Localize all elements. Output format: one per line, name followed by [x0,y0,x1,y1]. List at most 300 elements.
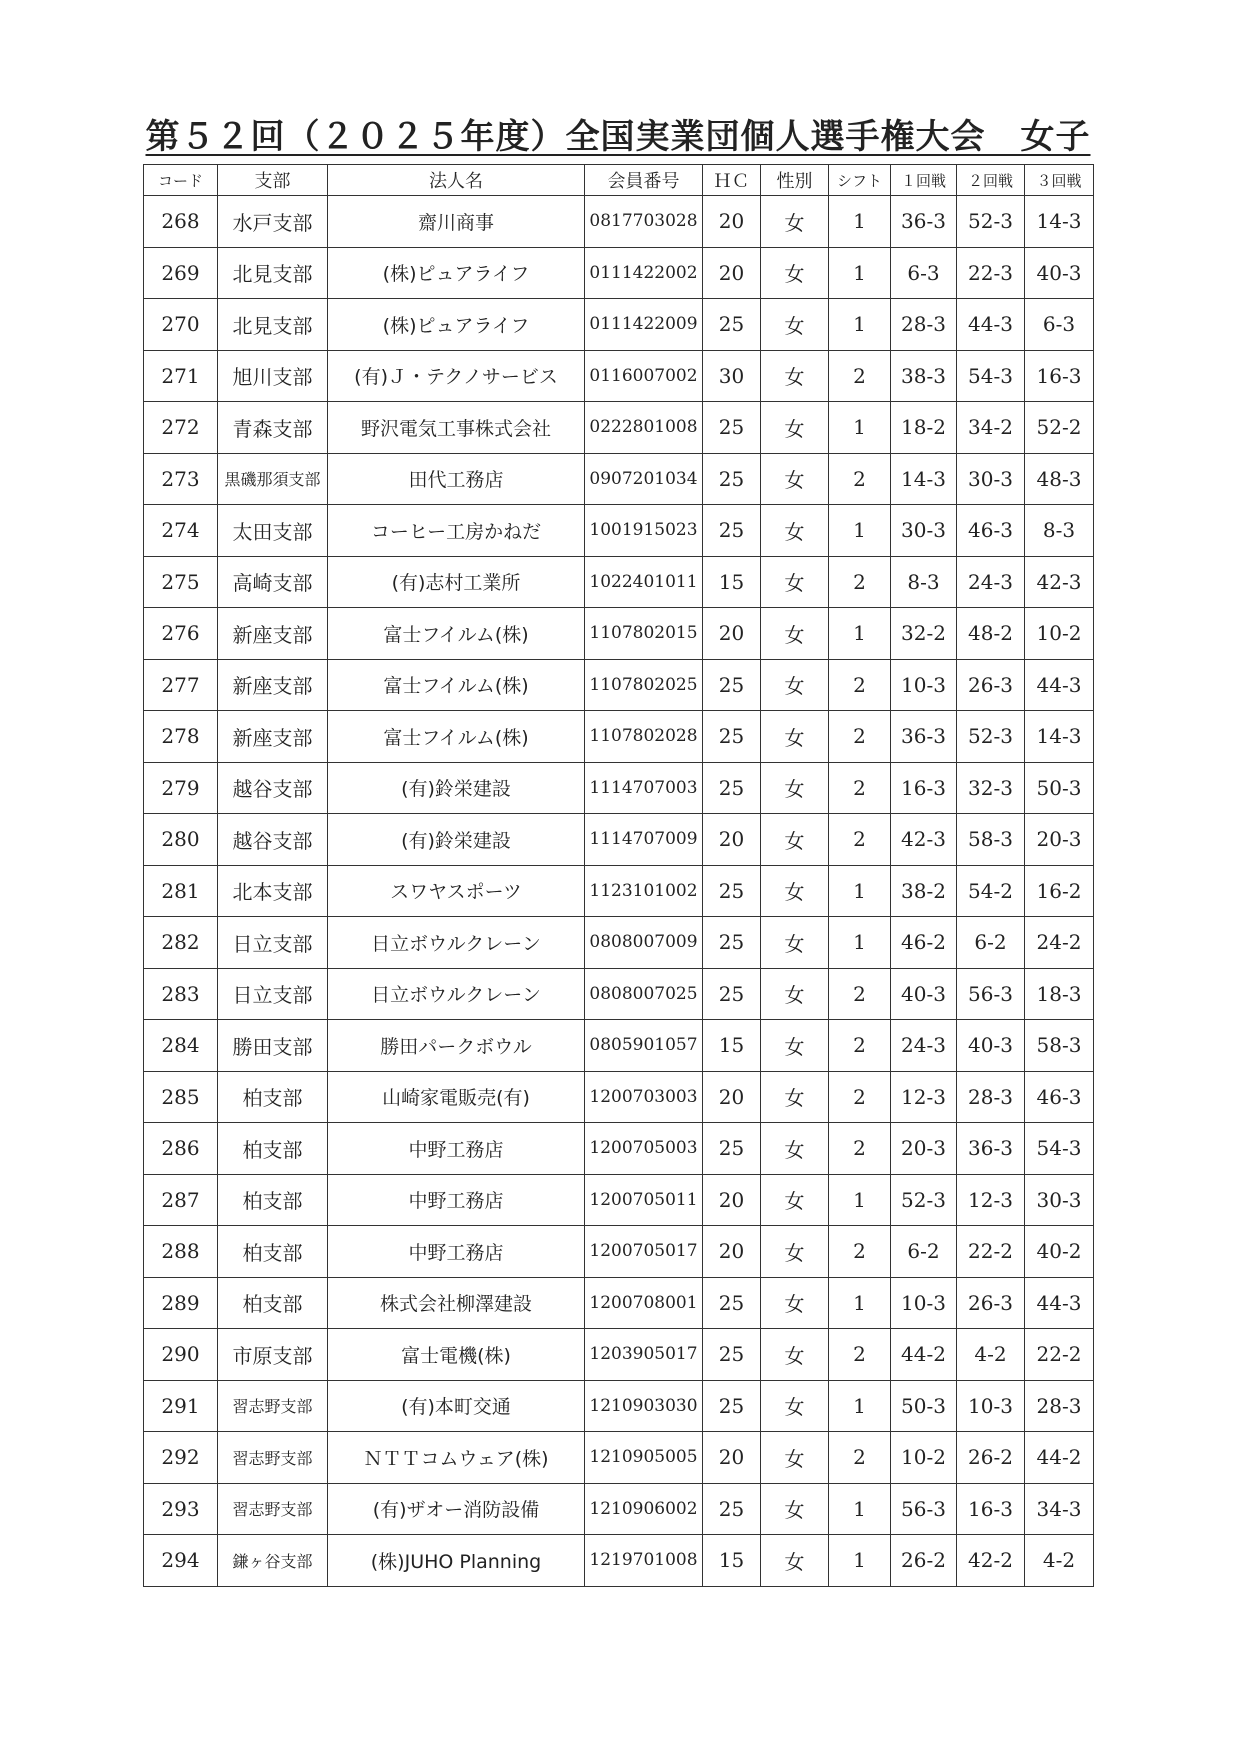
table-row [144,762,1094,814]
column-header-member-number: 会員番号 [585,165,703,196]
round-3-lane-cell: 24-2 [1025,917,1094,969]
round-1-lane-cell: 10-2 [891,1432,957,1484]
sex-cell: 女 [761,453,829,505]
branch-cell: 習志野支部 [218,1380,328,1432]
sex-cell: 女 [761,247,829,299]
round-2-lane-cell: 26-3 [957,1277,1025,1329]
round-1-lane-cell: 6-2 [891,1226,957,1278]
table-row [144,865,1094,917]
column-header-hc: ＨＣ [703,165,761,196]
company-cell: 富士フイルム(株) [328,608,585,660]
member-number-cell: 1210905005 [585,1432,703,1484]
round-2-lane-cell: 4-2 [957,1329,1025,1381]
member-number-cell: 0808007009 [585,917,703,969]
round-3-lane-cell: 44-3 [1025,1277,1094,1329]
company-cell: (有)鈴栄建設 [328,762,585,814]
column-header-round-1: １回戦 [891,165,957,196]
shift-cell: 2 [829,968,891,1020]
member-number-cell: 1200708001 [585,1277,703,1329]
company-cell: (有)本町交通 [328,1380,585,1432]
round-3-lane-cell: 10-2 [1025,608,1094,660]
hc-cell: 25 [703,1123,761,1175]
round-2-lane-cell: 22-2 [957,1226,1025,1278]
sex-cell: 女 [761,1020,829,1072]
round-2-lane-cell: 28-3 [957,1071,1025,1123]
round-2-lane-cell: 26-3 [957,659,1025,711]
round-3-lane-cell: 50-3 [1025,762,1094,814]
company-cell: 中野工務店 [328,1226,585,1278]
table-row [144,608,1094,660]
sex-cell: 女 [761,299,829,351]
company-cell: 中野工務店 [328,1123,585,1175]
column-header-code: コード [144,165,218,196]
table-row [144,1483,1094,1535]
round-3-lane-cell: 44-2 [1025,1432,1094,1484]
table-row [144,1071,1094,1123]
table-row [144,1535,1094,1587]
member-number-cell: 1114707009 [585,814,703,866]
round-1-lane-cell: 10-3 [891,1277,957,1329]
code-cell: 287 [144,1174,218,1226]
round-1-lane-cell: 30-3 [891,505,957,557]
hc-cell: 25 [703,1329,761,1381]
column-header-shift: シフト [829,165,891,196]
round-1-lane-cell: 6-3 [891,247,957,299]
shift-cell: 2 [829,1071,891,1123]
hc-cell: 20 [703,1071,761,1123]
hc-cell: 20 [703,196,761,248]
branch-cell: 新座支部 [218,608,328,660]
round-1-lane-cell: 8-3 [891,556,957,608]
hc-cell: 25 [703,865,761,917]
sex-cell: 女 [761,196,829,248]
code-cell: 268 [144,196,218,248]
round-1-lane-cell: 26-2 [891,1535,957,1587]
company-cell: 山崎家電販売(有) [328,1071,585,1123]
company-cell: 齋川商事 [328,196,585,248]
round-2-lane-cell: 22-3 [957,247,1025,299]
hc-cell: 20 [703,1432,761,1484]
round-1-lane-cell: 32-2 [891,608,957,660]
table-row [144,1380,1094,1432]
round-1-lane-cell: 56-3 [891,1483,957,1535]
shift-cell: 1 [829,1380,891,1432]
shift-cell: 2 [829,453,891,505]
branch-cell: 日立支部 [218,917,328,969]
member-number-cell: 1107802028 [585,711,703,763]
hc-cell: 15 [703,1020,761,1072]
table-row [144,505,1094,557]
round-1-lane-cell: 52-3 [891,1174,957,1226]
sex-cell: 女 [761,1432,829,1484]
sex-cell: 女 [761,556,829,608]
member-number-cell: 1203905017 [585,1329,703,1381]
table-row [144,1329,1094,1381]
member-number-cell: 0111422002 [585,247,703,299]
branch-cell: 柏支部 [218,1174,328,1226]
member-number-cell: 1200705003 [585,1123,703,1175]
table-row [144,1123,1094,1175]
sex-cell: 女 [761,1535,829,1587]
branch-cell: 北見支部 [218,247,328,299]
shift-cell: 2 [829,1432,891,1484]
sex-cell: 女 [761,1226,829,1278]
shift-cell: 1 [829,1174,891,1226]
company-cell: 富士電機(株) [328,1329,585,1381]
table-row [144,299,1094,351]
column-header-round-2: ２回戦 [957,165,1025,196]
round-2-lane-cell: 42-2 [957,1535,1025,1587]
table-row [144,556,1094,608]
column-header-round-3: ３回戦 [1025,165,1094,196]
round-3-lane-cell: 22-2 [1025,1329,1094,1381]
sex-cell: 女 [761,814,829,866]
member-number-cell: 0808007025 [585,968,703,1020]
round-3-lane-cell: 30-3 [1025,1174,1094,1226]
branch-cell: 旭川支部 [218,350,328,402]
code-cell: 290 [144,1329,218,1381]
company-cell: 日立ボウルクレーン [328,968,585,1020]
company-cell: 日立ボウルクレーン [328,917,585,969]
round-1-lane-cell: 28-3 [891,299,957,351]
branch-cell: 北見支部 [218,299,328,351]
branch-cell: 市原支部 [218,1329,328,1381]
round-2-lane-cell: 16-3 [957,1483,1025,1535]
round-1-lane-cell: 42-3 [891,814,957,866]
round-3-lane-cell: 46-3 [1025,1071,1094,1123]
round-3-lane-cell: 54-3 [1025,1123,1094,1175]
member-number-cell: 1123101002 [585,865,703,917]
member-number-cell: 1107802025 [585,659,703,711]
shift-cell: 2 [829,711,891,763]
code-cell: 277 [144,659,218,711]
column-header-branch: 支部 [218,165,328,196]
table-row [144,659,1094,711]
roster-body [144,196,1094,1587]
hc-cell: 30 [703,350,761,402]
sex-cell: 女 [761,1174,829,1226]
round-3-lane-cell: 6-3 [1025,299,1094,351]
hc-cell: 25 [703,711,761,763]
code-cell: 276 [144,608,218,660]
hc-cell: 20 [703,608,761,660]
company-cell: (有)志村工業所 [328,556,585,608]
round-3-lane-cell: 20-3 [1025,814,1094,866]
shift-cell: 1 [829,1535,891,1587]
code-cell: 288 [144,1226,218,1278]
code-cell: 281 [144,865,218,917]
member-number-cell: 0907201034 [585,453,703,505]
member-number-cell: 0116007002 [585,350,703,402]
code-cell: 292 [144,1432,218,1484]
table-row [144,350,1094,402]
table-row [144,1432,1094,1484]
round-3-lane-cell: 42-3 [1025,556,1094,608]
sex-cell: 女 [761,917,829,969]
round-1-lane-cell: 16-3 [891,762,957,814]
member-number-cell: 1022401011 [585,556,703,608]
round-1-lane-cell: 50-3 [891,1380,957,1432]
code-cell: 271 [144,350,218,402]
shift-cell: 2 [829,350,891,402]
shift-cell: 1 [829,299,891,351]
round-2-lane-cell: 12-3 [957,1174,1025,1226]
table-row [144,1174,1094,1226]
table-row [144,1277,1094,1329]
round-2-lane-cell: 52-3 [957,196,1025,248]
round-1-lane-cell: 46-2 [891,917,957,969]
table-row [144,1020,1094,1072]
round-1-lane-cell: 40-3 [891,968,957,1020]
member-number-cell: 0111422009 [585,299,703,351]
branch-cell: 鎌ヶ谷支部 [218,1535,328,1587]
company-cell: (株)JUHO Planning [328,1535,585,1587]
branch-cell: 太田支部 [218,505,328,557]
branch-cell: 越谷支部 [218,814,328,866]
member-number-cell: 0805901057 [585,1020,703,1072]
round-3-lane-cell: 14-3 [1025,196,1094,248]
sex-cell: 女 [761,1277,829,1329]
round-1-lane-cell: 44-2 [891,1329,957,1381]
round-2-lane-cell: 54-2 [957,865,1025,917]
round-3-lane-cell: 4-2 [1025,1535,1094,1587]
sex-cell: 女 [761,968,829,1020]
shift-cell: 1 [829,1483,891,1535]
branch-cell: 習志野支部 [218,1432,328,1484]
code-cell: 282 [144,917,218,969]
code-cell: 274 [144,505,218,557]
round-2-lane-cell: 46-3 [957,505,1025,557]
hc-cell: 25 [703,659,761,711]
sex-cell: 女 [761,505,829,557]
round-1-lane-cell: 38-2 [891,865,957,917]
hc-cell: 25 [703,1277,761,1329]
shift-cell: 2 [829,762,891,814]
code-cell: 283 [144,968,218,1020]
column-header-company: 法人名 [328,165,585,196]
hc-cell: 25 [703,505,761,557]
round-2-lane-cell: 34-2 [957,402,1025,454]
code-cell: 285 [144,1071,218,1123]
branch-cell: 青森支部 [218,402,328,454]
shift-cell: 2 [829,1226,891,1278]
company-cell: 富士フイルム(株) [328,659,585,711]
branch-cell: 越谷支部 [218,762,328,814]
round-1-lane-cell: 10-3 [891,659,957,711]
round-1-lane-cell: 18-2 [891,402,957,454]
round-3-lane-cell: 40-2 [1025,1226,1094,1278]
branch-cell: 新座支部 [218,659,328,711]
member-number-cell: 1210906002 [585,1483,703,1535]
round-2-lane-cell: 54-3 [957,350,1025,402]
code-cell: 289 [144,1277,218,1329]
shift-cell: 1 [829,917,891,969]
sex-cell: 女 [761,1329,829,1381]
hc-cell: 20 [703,1226,761,1278]
member-number-cell: 1200703003 [585,1071,703,1123]
member-number-cell: 1107802015 [585,608,703,660]
branch-cell: 柏支部 [218,1071,328,1123]
sex-cell: 女 [761,402,829,454]
shift-cell: 1 [829,402,891,454]
branch-cell: 柏支部 [218,1123,328,1175]
round-3-lane-cell: 28-3 [1025,1380,1094,1432]
round-2-lane-cell: 36-3 [957,1123,1025,1175]
shift-cell: 2 [829,1329,891,1381]
member-number-cell: 1219701008 [585,1535,703,1587]
code-cell: 291 [144,1380,218,1432]
column-header-sex: 性別 [761,165,829,196]
shift-cell: 1 [829,247,891,299]
hc-cell: 25 [703,402,761,454]
round-1-lane-cell: 12-3 [891,1071,957,1123]
company-cell: (有)鈴栄建設 [328,814,585,866]
round-1-lane-cell: 36-3 [891,711,957,763]
sex-cell: 女 [761,1071,829,1123]
round-3-lane-cell: 58-3 [1025,1020,1094,1072]
shift-cell: 2 [829,1123,891,1175]
round-1-lane-cell: 38-3 [891,350,957,402]
member-number-cell: 0222801008 [585,402,703,454]
round-3-lane-cell: 8-3 [1025,505,1094,557]
round-2-lane-cell: 58-3 [957,814,1025,866]
round-2-lane-cell: 40-3 [957,1020,1025,1072]
hc-cell: 25 [703,968,761,1020]
shift-cell: 1 [829,608,891,660]
shift-cell: 2 [829,1020,891,1072]
shift-cell: 1 [829,196,891,248]
table-row [144,402,1094,454]
branch-cell: 高崎支部 [218,556,328,608]
code-cell: 273 [144,453,218,505]
company-cell: 中野工務店 [328,1174,585,1226]
table-row [144,247,1094,299]
member-number-cell: 0817703028 [585,196,703,248]
code-cell: 278 [144,711,218,763]
company-cell: (有)ザオー消防設備 [328,1483,585,1535]
hc-cell: 15 [703,1535,761,1587]
branch-cell: 北本支部 [218,865,328,917]
branch-cell: 柏支部 [218,1277,328,1329]
round-2-lane-cell: 24-3 [957,556,1025,608]
code-cell: 275 [144,556,218,608]
round-2-lane-cell: 44-3 [957,299,1025,351]
code-cell: 272 [144,402,218,454]
hc-cell: 25 [703,1483,761,1535]
table-row [144,196,1094,248]
round-2-lane-cell: 32-3 [957,762,1025,814]
round-3-lane-cell: 40-3 [1025,247,1094,299]
header-row [144,165,1094,196]
round-3-lane-cell: 14-3 [1025,711,1094,763]
branch-cell: 黒磯那須支部 [218,453,328,505]
branch-cell: 勝田支部 [218,1020,328,1072]
round-2-lane-cell: 6-2 [957,917,1025,969]
table-row [144,711,1094,763]
table-row [144,968,1094,1020]
hc-cell: 25 [703,453,761,505]
shift-cell: 2 [829,556,891,608]
roster-table [143,164,1094,1587]
table-row [144,814,1094,866]
code-cell: 269 [144,247,218,299]
hc-cell: 25 [703,299,761,351]
hc-cell: 25 [703,1380,761,1432]
company-cell: スワヤスポーツ [328,865,585,917]
round-2-lane-cell: 56-3 [957,968,1025,1020]
table-row [144,917,1094,969]
member-number-cell: 1200705011 [585,1174,703,1226]
sex-cell: 女 [761,1123,829,1175]
round-2-lane-cell: 52-3 [957,711,1025,763]
company-cell: 株式会社柳澤建設 [328,1277,585,1329]
shift-cell: 1 [829,505,891,557]
company-cell: コーヒー工房かねだ [328,505,585,557]
company-cell: 野沢電気工事株式会社 [328,402,585,454]
code-cell: 294 [144,1535,218,1587]
shift-cell: 2 [829,659,891,711]
branch-cell: 新座支部 [218,711,328,763]
code-cell: 286 [144,1123,218,1175]
member-number-cell: 1200705017 [585,1226,703,1278]
sex-cell: 女 [761,762,829,814]
sex-cell: 女 [761,865,829,917]
round-2-lane-cell: 10-3 [957,1380,1025,1432]
company-cell: 富士フイルム(株) [328,711,585,763]
sex-cell: 女 [761,350,829,402]
branch-cell: 日立支部 [218,968,328,1020]
hc-cell: 25 [703,917,761,969]
round-3-lane-cell: 18-3 [1025,968,1094,1020]
branch-cell: 水戸支部 [218,196,328,248]
round-3-lane-cell: 16-3 [1025,350,1094,402]
branch-cell: 習志野支部 [218,1483,328,1535]
shift-cell: 1 [829,1277,891,1329]
round-3-lane-cell: 16-2 [1025,865,1094,917]
round-3-lane-cell: 48-3 [1025,453,1094,505]
shift-cell: 2 [829,814,891,866]
page-title: 第５２回（２０２５年度）全国実業団個人選手権大会 女子 [145,117,1091,157]
branch-cell: 柏支部 [218,1226,328,1278]
round-3-lane-cell: 44-3 [1025,659,1094,711]
round-2-lane-cell: 26-2 [957,1432,1025,1484]
sex-cell: 女 [761,608,829,660]
company-cell: ＮＴＴコムウェア(株) [328,1432,585,1484]
round-1-lane-cell: 20-3 [891,1123,957,1175]
round-2-lane-cell: 30-3 [957,453,1025,505]
round-1-lane-cell: 14-3 [891,453,957,505]
hc-cell: 15 [703,556,761,608]
code-cell: 280 [144,814,218,866]
shift-cell: 1 [829,865,891,917]
company-cell: 田代工務店 [328,453,585,505]
hc-cell: 20 [703,814,761,866]
company-cell: 勝田パークボウル [328,1020,585,1072]
table-row [144,453,1094,505]
round-3-lane-cell: 52-2 [1025,402,1094,454]
sex-cell: 女 [761,711,829,763]
round-1-lane-cell: 36-3 [891,196,957,248]
hc-cell: 25 [703,762,761,814]
code-cell: 293 [144,1483,218,1535]
sex-cell: 女 [761,1483,829,1535]
round-3-lane-cell: 34-3 [1025,1483,1094,1535]
round-1-lane-cell: 24-3 [891,1020,957,1072]
sex-cell: 女 [761,1380,829,1432]
member-number-cell: 1001915023 [585,505,703,557]
member-number-cell: 1210903030 [585,1380,703,1432]
company-cell: (株)ピュアライフ [328,247,585,299]
